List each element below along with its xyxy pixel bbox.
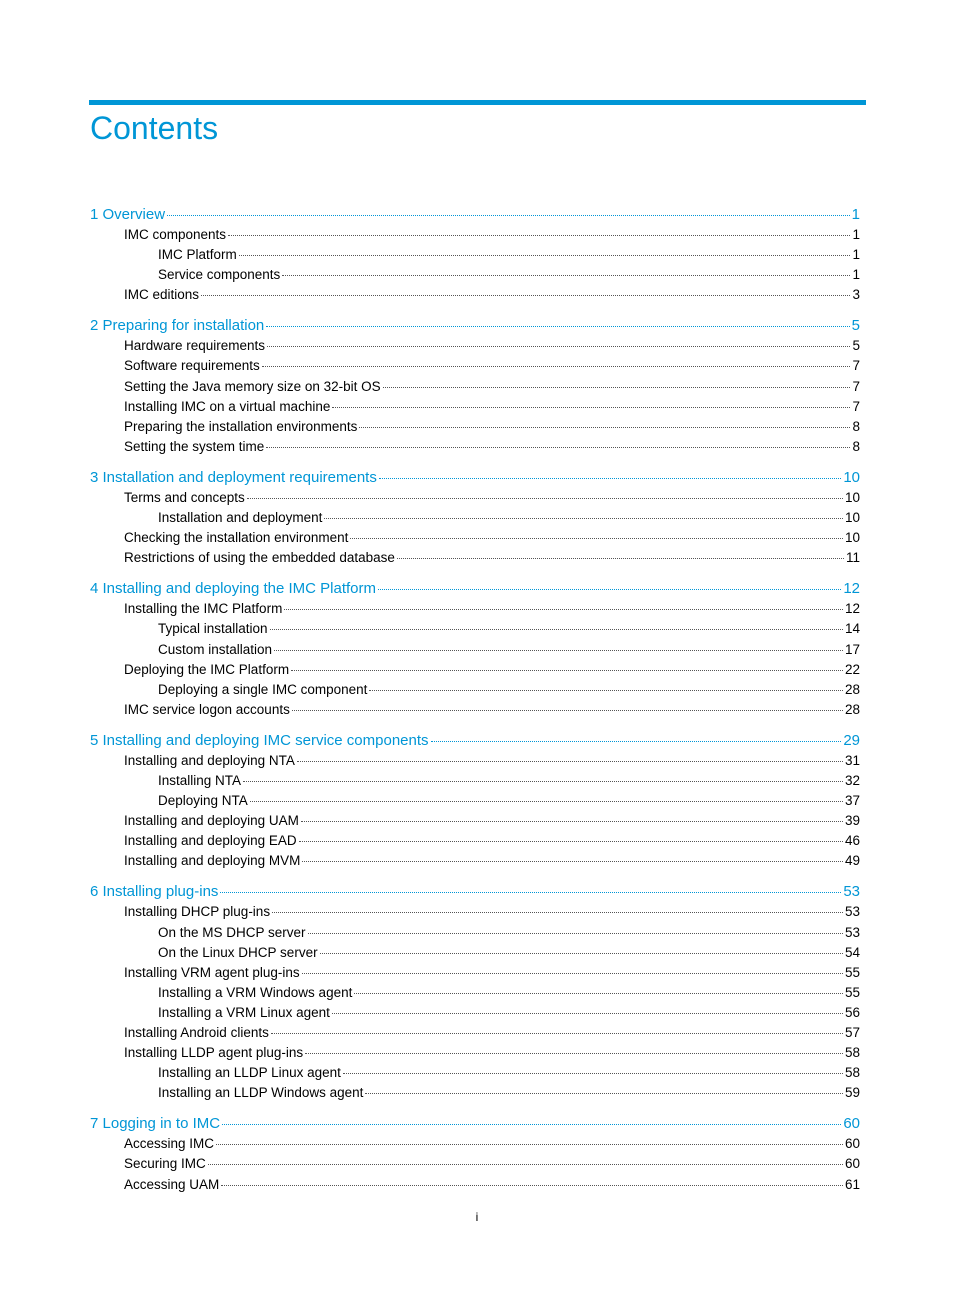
dot-leader bbox=[365, 1093, 843, 1094]
toc-entry-title: Installing a VRM Linux agent bbox=[158, 1004, 330, 1020]
toc-entry-page: 28 bbox=[844, 701, 860, 717]
toc-entry-title: IMC service logon accounts bbox=[124, 701, 290, 717]
toc-chapter-entry[interactable] bbox=[90, 580, 860, 601]
toc-section-entry[interactable] bbox=[90, 1065, 860, 1085]
toc-section-entry[interactable] bbox=[90, 793, 860, 813]
toc-entry-page: 57 bbox=[844, 1025, 860, 1040]
dot-leader bbox=[350, 538, 843, 539]
dot-leader bbox=[243, 781, 843, 782]
toc-section-entry[interactable] bbox=[90, 1085, 860, 1105]
toc-section-entry[interactable] bbox=[90, 358, 860, 378]
toc-entry-page: 32 bbox=[844, 772, 860, 788]
toc-section-entry[interactable] bbox=[90, 601, 860, 621]
toc-section-entry[interactable] bbox=[90, 1045, 860, 1065]
toc-entry-title: 1 Overview bbox=[90, 206, 166, 223]
dot-leader bbox=[250, 801, 843, 802]
toc-entry-title: Securing IMC bbox=[124, 1156, 206, 1172]
toc-chapter bbox=[90, 206, 860, 307]
toc-chapter bbox=[90, 469, 860, 570]
toc-entry-title: Software requirements bbox=[124, 358, 260, 374]
toc-section-entry[interactable] bbox=[90, 510, 860, 530]
toc-entry-page: 1 bbox=[852, 227, 860, 242]
header-rule bbox=[89, 100, 866, 105]
toc-section-entry[interactable] bbox=[90, 1156, 860, 1176]
toc-entry-title: Deploying NTA bbox=[158, 793, 248, 809]
dot-leader bbox=[291, 670, 843, 671]
toc-entry-title: Hardware requirements bbox=[124, 338, 266, 354]
toc-section-entry[interactable] bbox=[90, 833, 860, 853]
dot-leader bbox=[221, 1185, 843, 1186]
toc-entry-page: 53 bbox=[843, 883, 860, 901]
toc-entry-page: 60 bbox=[844, 1156, 860, 1172]
page-number-footer: i bbox=[475, 1210, 479, 1224]
toc-section-entry[interactable] bbox=[90, 904, 860, 924]
dot-leader bbox=[354, 993, 843, 994]
toc-entry-title: 3 Installation and deployment requirements bbox=[90, 468, 377, 486]
toc-entry-page: 12 bbox=[843, 580, 860, 598]
toc-section-entry[interactable] bbox=[90, 550, 860, 570]
toc-entry-page: 7 bbox=[852, 398, 860, 414]
toc-entry-page: 10 bbox=[844, 530, 860, 546]
toc-entry-title: 5 Installing and deploying IMC service components bbox=[90, 731, 429, 749]
dot-leader bbox=[267, 346, 850, 347]
toc-entry-title: Installation and deployment bbox=[158, 510, 323, 526]
toc-section-entry[interactable] bbox=[90, 419, 860, 439]
toc-chapter-entry[interactable] bbox=[90, 1115, 860, 1136]
toc-section-entry[interactable] bbox=[90, 267, 860, 287]
toc-entry-title: Installing NTA bbox=[158, 772, 242, 788]
toc-entry-page: 31 bbox=[844, 752, 860, 768]
toc-entry-page: 55 bbox=[844, 984, 860, 1000]
toc-entry-page: 61 bbox=[844, 1176, 860, 1192]
toc-section-entry[interactable] bbox=[90, 530, 860, 550]
toc-entry-title: Deploying a single IMC component bbox=[158, 681, 368, 697]
toc-entry-page: 17 bbox=[844, 641, 860, 657]
toc-section-entry[interactable] bbox=[90, 379, 860, 399]
toc-entry-title: Service components bbox=[158, 267, 281, 283]
toc-entry-title: Typical installation bbox=[158, 621, 268, 637]
toc-entry-page: 11 bbox=[845, 550, 860, 566]
toc-entry-page: 7 bbox=[852, 378, 860, 394]
toc-section-entry[interactable] bbox=[90, 945, 860, 965]
toc-entry-page: 1 bbox=[852, 267, 860, 283]
dot-leader bbox=[271, 1033, 843, 1034]
toc-entry-page: 1 bbox=[852, 247, 860, 263]
dot-leader bbox=[299, 841, 843, 842]
toc-entry-page: 8 bbox=[852, 438, 860, 454]
toc-entry-page: 55 bbox=[844, 964, 860, 980]
toc-section-entry[interactable] bbox=[90, 662, 860, 682]
dot-leader bbox=[369, 690, 843, 691]
dot-leader bbox=[383, 387, 851, 388]
toc-entry-title: Installing and deploying NTA bbox=[124, 752, 295, 768]
toc-entry-title: Installing DHCP plug-ins bbox=[124, 904, 271, 920]
toc-entry-page: 60 bbox=[844, 1136, 860, 1152]
toc-entry-page: 12 bbox=[844, 601, 860, 617]
toc-section-entry[interactable] bbox=[90, 702, 860, 722]
toc-section-entry[interactable] bbox=[90, 1025, 860, 1045]
toc-entry-title: On the Linux DHCP server bbox=[158, 944, 318, 960]
toc-section-entry[interactable] bbox=[90, 338, 860, 358]
toc-chapter-entry[interactable] bbox=[90, 469, 860, 490]
toc-entry-page: 49 bbox=[844, 853, 860, 869]
toc-entry-title: 6 Installing plug-ins bbox=[90, 883, 219, 901]
toc-entry-page: 7 bbox=[852, 358, 860, 374]
dot-leader bbox=[320, 953, 843, 954]
toc-entry-page: 10 bbox=[844, 489, 860, 505]
toc-chapter bbox=[90, 317, 860, 459]
toc-entry-page: 28 bbox=[844, 681, 860, 697]
dot-leader bbox=[397, 558, 844, 559]
dot-leader bbox=[302, 861, 843, 862]
toc-section-entry[interactable] bbox=[90, 753, 860, 773]
toc-section-entry[interactable] bbox=[90, 1136, 860, 1156]
dot-leader bbox=[239, 255, 851, 256]
dot-leader bbox=[332, 1013, 843, 1014]
toc-entry-title: Installing and deploying MVM bbox=[124, 853, 301, 869]
toc-entry-page: 1 bbox=[851, 206, 860, 223]
toc-entry-page: 5 bbox=[851, 317, 860, 335]
toc-entry-page: 53 bbox=[844, 904, 860, 920]
toc-section-entry[interactable] bbox=[90, 227, 860, 247]
toc-entry-page: 46 bbox=[844, 833, 860, 849]
toc-entry-page: 10 bbox=[844, 510, 860, 526]
dot-leader bbox=[222, 1124, 841, 1125]
dot-leader bbox=[284, 609, 843, 610]
dot-leader bbox=[308, 933, 843, 934]
toc-entry-page: 60 bbox=[843, 1115, 860, 1133]
toc-entry-title: 2 Preparing for installation bbox=[90, 317, 265, 335]
dot-leader bbox=[228, 235, 850, 236]
toc-chapter bbox=[90, 732, 860, 874]
toc-entry-title: Installing an LLDP Windows agent bbox=[158, 1085, 364, 1101]
toc-entry-title: Installing the IMC Platform bbox=[124, 601, 283, 617]
dot-leader bbox=[262, 366, 851, 367]
toc-entry-title: Installing and deploying EAD bbox=[124, 833, 297, 849]
toc-entry-title: Installing and deploying UAM bbox=[124, 813, 299, 829]
toc-entry-title: Deploying the IMC Platform bbox=[124, 661, 290, 677]
toc-entry-title: IMC editions bbox=[124, 287, 200, 303]
toc-entry-title: Accessing IMC bbox=[124, 1136, 215, 1152]
toc-section-entry[interactable] bbox=[90, 985, 860, 1005]
toc-section-entry[interactable] bbox=[90, 813, 860, 833]
dot-leader bbox=[282, 275, 850, 276]
toc-entry-title: Setting the system time bbox=[124, 438, 265, 454]
toc-entry-title: Terms and concepts bbox=[124, 489, 245, 505]
toc-entry-page: 3 bbox=[852, 287, 860, 303]
toc-entry-title: Accessing UAM bbox=[124, 1176, 220, 1192]
toc-entry-page: 10 bbox=[843, 468, 860, 486]
toc-entry-title: Setting the Java memory size on 32-bit OS bbox=[124, 378, 381, 394]
dot-leader bbox=[247, 498, 843, 499]
toc-entry-page: 53 bbox=[844, 924, 860, 940]
toc-entry-title: Installing a VRM Windows agent bbox=[158, 984, 353, 1000]
toc-entry-title: 4 Installing and deploying the IMC Platform bbox=[90, 580, 376, 598]
toc-entry-title: IMC components bbox=[124, 227, 227, 242]
toc-section-entry[interactable] bbox=[90, 642, 860, 662]
toc-chapter-entry[interactable] bbox=[90, 732, 860, 753]
toc-entry-page: 58 bbox=[844, 1045, 860, 1061]
toc-section-entry[interactable] bbox=[90, 287, 860, 307]
toc-section-entry[interactable] bbox=[90, 399, 860, 419]
dot-leader bbox=[270, 629, 843, 630]
toc-entry-title: Checking the installation environment bbox=[124, 530, 349, 546]
toc-section-entry[interactable] bbox=[90, 439, 860, 459]
toc-entry-title: Installing Android clients bbox=[124, 1025, 269, 1040]
toc-entry-page: 14 bbox=[844, 621, 860, 637]
dot-leader bbox=[220, 892, 841, 893]
toc-entry-page: 29 bbox=[843, 731, 860, 749]
toc-entry-page: 37 bbox=[844, 793, 860, 809]
toc-chapter bbox=[90, 883, 860, 1105]
toc-chapter-entry[interactable] bbox=[90, 206, 860, 227]
toc-section-entry[interactable] bbox=[90, 1005, 860, 1025]
dot-leader bbox=[208, 1164, 843, 1165]
dot-leader bbox=[167, 215, 850, 216]
dot-leader bbox=[378, 589, 841, 590]
dot-leader bbox=[302, 973, 843, 974]
toc-section-entry[interactable] bbox=[90, 853, 860, 873]
dot-leader bbox=[379, 478, 841, 479]
toc-entry-title: Custom installation bbox=[158, 641, 273, 657]
toc-chapter-entry[interactable] bbox=[90, 317, 860, 338]
dot-leader bbox=[216, 1144, 843, 1145]
toc-entry-page: 54 bbox=[844, 944, 860, 960]
dot-leader bbox=[297, 761, 843, 762]
toc-entry-title: Installing LLDP agent plug-ins bbox=[124, 1045, 304, 1061]
dot-leader bbox=[324, 518, 843, 519]
toc-entry-title: Installing VRM agent plug-ins bbox=[124, 964, 300, 980]
dot-leader bbox=[359, 427, 850, 428]
dot-leader bbox=[201, 295, 850, 296]
toc-entry-page: 39 bbox=[844, 813, 860, 829]
toc-section-entry[interactable] bbox=[90, 621, 860, 641]
dot-leader bbox=[332, 407, 850, 408]
dot-leader bbox=[301, 821, 843, 822]
toc-section-entry[interactable] bbox=[90, 682, 860, 702]
toc-entry-title: Preparing the installation environments bbox=[124, 418, 358, 434]
toc-entry-title: IMC Platform bbox=[158, 247, 237, 263]
dot-leader bbox=[343, 1073, 843, 1074]
toc-entry-page: 59 bbox=[844, 1085, 860, 1101]
dot-leader bbox=[272, 912, 843, 913]
toc-entry-title: Installing an LLDP Linux agent bbox=[158, 1065, 341, 1081]
toc-entry-title: Installing IMC on a virtual machine bbox=[124, 398, 331, 414]
toc-entry-page: 5 bbox=[852, 338, 860, 354]
toc-entry-page: 22 bbox=[844, 661, 860, 677]
toc-section-entry[interactable] bbox=[90, 1177, 860, 1197]
dot-leader bbox=[274, 650, 843, 651]
toc-entry-page: 56 bbox=[844, 1004, 860, 1020]
toc-entry-title: 7 Logging in to IMC bbox=[90, 1115, 221, 1133]
toc-entry-title: On the MS DHCP server bbox=[158, 924, 306, 940]
dot-leader bbox=[292, 710, 843, 711]
dot-leader bbox=[305, 1053, 843, 1054]
toc-chapter-entry[interactable] bbox=[90, 883, 860, 904]
toc-section-entry[interactable] bbox=[90, 965, 860, 985]
toc-entry-page: 8 bbox=[852, 418, 860, 434]
toc-section-entry[interactable] bbox=[90, 247, 860, 267]
toc-chapter bbox=[90, 1115, 860, 1196]
toc-entry-title: Restrictions of using the embedded database bbox=[124, 550, 395, 566]
toc-chapter bbox=[90, 580, 860, 722]
table-of-contents bbox=[90, 206, 860, 1207]
toc-section-entry[interactable] bbox=[90, 773, 860, 793]
toc-entry-page: 58 bbox=[844, 1065, 860, 1081]
page-title: Contents bbox=[90, 110, 219, 146]
dot-leader bbox=[266, 447, 850, 448]
toc-section-entry[interactable] bbox=[90, 925, 860, 945]
toc-section-entry[interactable] bbox=[90, 490, 860, 510]
dot-leader bbox=[431, 741, 842, 742]
dot-leader bbox=[266, 326, 849, 327]
